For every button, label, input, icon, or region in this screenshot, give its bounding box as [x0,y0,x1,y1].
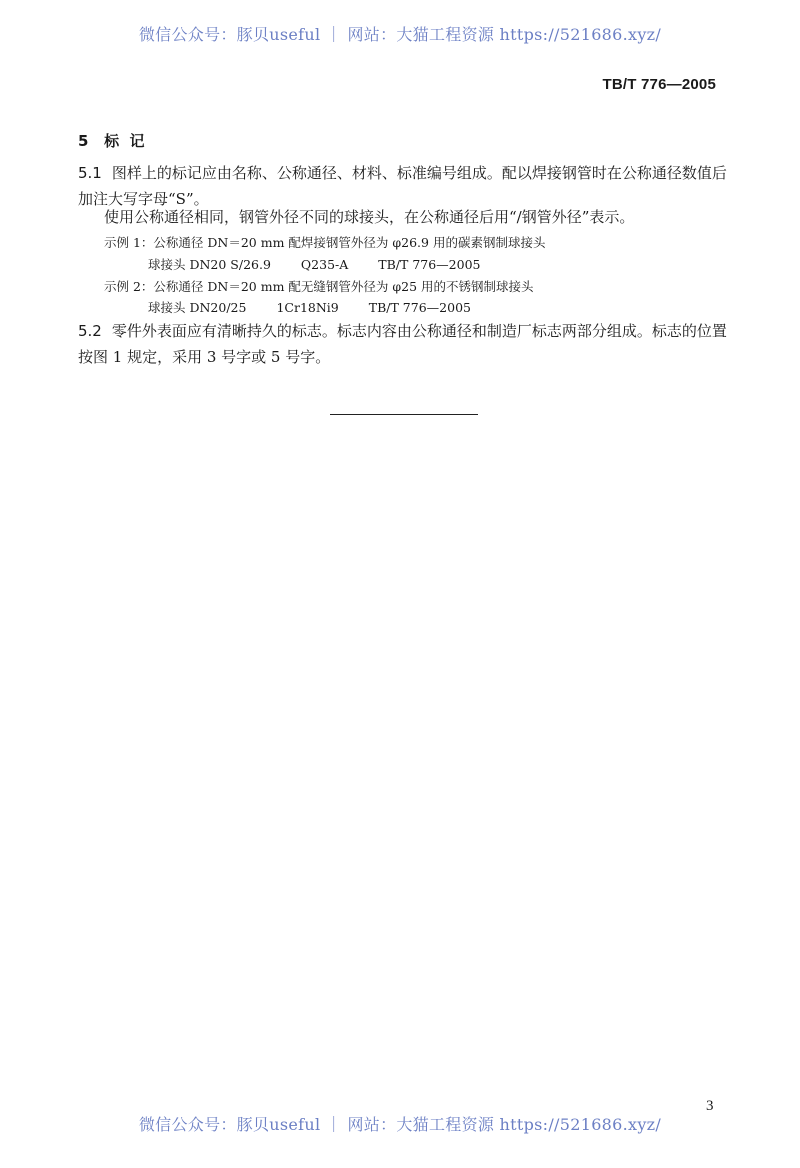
page-number: 3 [706,1098,714,1114]
clause-5-1-text: 图样上的标记应由名称、公称通径、材料、标准编号组成。配以焊接钢管时在公称通径数值后加注大写字母“S”。 [78,164,727,208]
example-2-marking [148,298,471,318]
example-2-part: TB/T 776—2005 [368,300,471,315]
clause-5-1-number: 5.1 [78,164,102,182]
example-2-part: 球接头 DN20/25 [148,300,247,315]
section-title: 标 记 [104,132,145,150]
document-code: TB/T 776—2005 [602,76,716,93]
end-of-text-rule [330,414,478,415]
clause-5-1-continuation: 使用公称通径相同，钢管外径不同的球接头，在公称通径后用“/钢管外径”表示。 [104,208,635,226]
example-1-marking [148,255,481,275]
clause-5-2-number: 5.2 [78,322,102,340]
example-1-part: Q235-A [300,257,349,272]
watermark-top: 微信公众号：豚贝useful ｜ 网站：大猫工程资源 https://521686.xyz/ [138,25,662,44]
section-number: 5 [78,132,89,150]
example-1-part: TB/T 776—2005 [378,257,481,272]
section-heading [78,130,145,151]
clause-5-2 [78,318,728,370]
example-1-description: 示例 1：公称通径 DN＝20 mm 配焊接钢管外径为 φ26.9 用的碳素钢制球接头 [104,235,546,250]
example-2-description: 示例 2：公称通径 DN＝20 mm 配无缝钢管外径为 φ25 用的不锈钢制球接头 [104,279,534,294]
example-1-part: 球接头 DN20 S/26.9 [148,257,271,272]
watermark-bottom: 微信公众号：豚贝useful ｜ 网站：大猫工程资源 https://521686.xyz/ [138,1115,662,1134]
example-2-part: 1Cr18Ni9 [276,300,339,315]
clause-5-2-text: 零件外表面应有清晰持久的标志。标志内容由公称通径和制造厂标志两部分组成。标志的位置按图 1 规定，采用 3 号字或 5 号字。 [78,322,727,366]
